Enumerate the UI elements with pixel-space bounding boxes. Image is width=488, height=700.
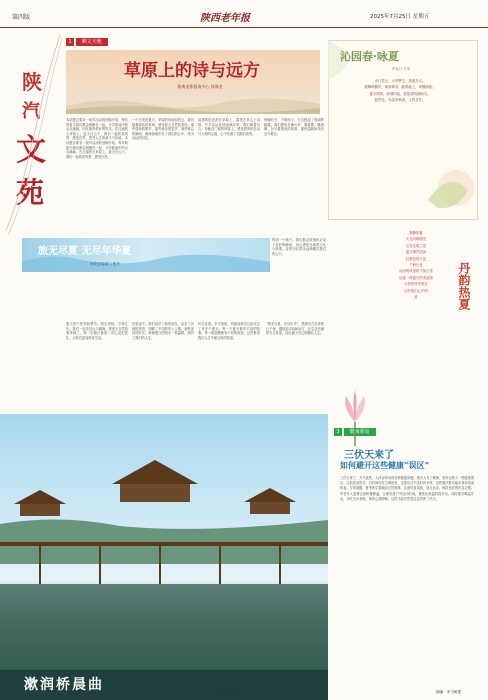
article-1-col-4: 傍晚时分，夕阳西下，天边燃起了绚丽的晚霞。我们围坐在篝火旁，唱着歌，跳着舞，分享着彼此的故事，那份温暖和快乐至今难忘。 <box>264 118 324 136</box>
callout-vertical: 丹韵热夏 <box>457 262 471 310</box>
side-poem-line: 夏日嫣然清涼 <box>405 250 427 255</box>
article-2-col-5: 每到一个地方，我们都会用相机记录下美好的瞬间，用心感受当地的文化与风情。这些回忆将永远珍藏在我们的心中。 <box>272 238 326 256</box>
side-poem <box>386 230 446 300</box>
article-2-col-4: “旅无尽夏，无尽年华”，愿我们在未来的日子里，继续追寻诗和远方，让生活充满阳光与希望，活出属于自己的精彩人生。 <box>266 322 324 336</box>
article-byline-2: 西安总装部门 张丹 <box>90 262 120 266</box>
side-poem-line: 爱 <box>414 295 418 300</box>
masthead-char: 汽 <box>22 101 40 122</box>
side-poem-line: 火热的热风里灯 <box>404 282 428 287</box>
article-1-col-1: 本站题目要求一段对活动的回顾介绍，每年的夏天我们都会相聚在一起，分享旅途中的点点滴滴，回忆那些美好的时光。在辽阔的大草原上，蓝天白云下，我们一起欣赏风景、感受自然、思考人生的意义与价值。本站题目要求一段对活动的回顾介绍，每年的夏天我们都会相聚在一起，分享旅途中的点点滴滴。在辽阔的大草原上，蓝天白云下，我们一起欣赏风景、感受自然。 <box>66 118 128 159</box>
article-byline-1: 新离退休服务中心 何海龙 <box>177 84 223 89</box>
photo-caption: 漱润桥晨曲 <box>24 677 104 693</box>
article-1-col-2: 一个完美的夏天，草原的风轻轻吹过，我们踏着绿色的草地，感受着大自然的美好。那些悠扬的歌声，那些欢乐的笑声，那些难忘的瞬间，都深深地印在了我们的心中，成为永远的回忆。 <box>132 118 194 141</box>
article-2-col-1: 夏天是个热烈的季节，阳光炽热，万物生长。我们一起走过山川湖海，感受大自然的鬼斧神工，每一次旅行都是一次心灵的洗礼，让我们更加热爱生活。 <box>66 322 128 340</box>
poem-body <box>340 78 460 104</box>
poem-line: 悠然处，尽清凉秋意，人约日长。 <box>374 98 426 103</box>
masthead-char: 苑 <box>16 176 45 209</box>
side-poem-line: 还有我们心中的 <box>404 288 428 293</box>
article-2-col-2: 在旅途中，我们结识了新的朋友，品尝了各地的美食，领略了不同的风土人情。那些美好的时光，就像夏日的阳光一样温暖，照亮了我们的人生。 <box>132 322 194 340</box>
masthead-char: 陕 <box>22 70 42 94</box>
poem-line: 赤日蒸云，火伞擎空，热浪扑人。 <box>374 79 426 83</box>
header-rule <box>0 27 488 28</box>
lotus-illustration <box>332 388 378 448</box>
article-1-col-3: 清晨的阳光洒在草原上，露珠在草尖上闪烁，牛羊在远处悠闲地吃草。我们骑着马儿，奔驰在广阔的草原上，感受着风的自由与大地的辽阔，心中充满了无限的喜悦。 <box>198 118 260 136</box>
section-bar-1 <box>66 38 320 46</box>
side-poem-line: 红黄色的火花 <box>405 256 427 261</box>
article-3-credit: 摘编：孝习敏提 <box>436 690 462 694</box>
body-text: 本站题目要求一段对活动的回顾介绍，每年的夏天我们都会相聚在一起，分享旅途中的点点滴滴，回忆那些美好的时光。在辽阔的大草原上，蓝天白云下，我们一起欣赏风景、感受自然、思考人生的意义与价值。 <box>66 118 128 141</box>
side-poem-line: 点亮光明之花 <box>405 243 427 248</box>
side-poem-line: 从西的风里的千抹日香 <box>399 269 433 274</box>
side-poem-line: 火光闪烁明光 <box>405 237 427 242</box>
poem-line: 看蝉鸣柳岸，荷香翠羽，蛙鸣池上，风拂绿波。 <box>364 85 436 90</box>
article-2-col-3: 时光荏苒，岁月如梭，转眼间我们已经走过了许多个夏天。每一个夏天都有不同的故事，每一段旅程都有不同的收获，这些都是我们人生中最宝贵的财富。 <box>198 322 260 340</box>
masthead-char: 文 <box>16 133 46 168</box>
side-poem-line: 从唐一样夏日的美丽里 <box>399 275 433 280</box>
poem-line: 夏木浓阴，炊烟四起，愈显清明朗朗天。 <box>369 91 431 96</box>
side-poem-line: 千般行化 <box>409 263 423 268</box>
issue-date: 2025年7月25日 星期五 <box>370 14 430 20</box>
section-number: 3 <box>334 428 342 436</box>
section-label: 晒文天地 <box>76 38 108 46</box>
newspaper-logo: 陕西老年报 <box>200 13 250 24</box>
article-title-2: 旅无尽夏 无尽年华夏 <box>38 246 132 257</box>
article-title-3-line1: 三伏天来了 <box>344 450 394 461</box>
article-title-1: 草原上的诗与远方 <box>124 61 260 81</box>
side-poem-line: 静静的夏 <box>409 231 423 235</box>
article-title-3-line2: 如何避开这些健康“误区” <box>340 460 430 470</box>
masthead-decoration <box>0 30 64 250</box>
section-label: 健康驿站 <box>344 428 376 436</box>
page-number: 第四版 <box>12 14 31 21</box>
poem-author: 车友门 于平 <box>392 67 411 71</box>
section-number: 1 <box>66 38 74 46</box>
photo-credit: 后勤服务部 谭永平 <box>216 690 246 694</box>
article-3-body: 三伏天来了，天气炎热，人体容易出现各种健康问题。很多人为了避暑，常常会陷入一些健康误区。比如贪凉饮冷、长时间待在空调房里、过度出汗不及时补水等，这些做法都可能对身体造成伤害。专家提醒，夏季养生要顺应自然规律，注意饮食清淡，适当运动，保持良好的作息习惯。中老年人更要注意防暑降温，合理安排户外活动时间，避免在高温时段外出。同时要多喝温开水，少吃生冷食物，保持心情舒畅，这样才能安然度过炎热的三伏天。 <box>340 476 474 501</box>
poem-title: 沁园春·咏夏 <box>340 50 399 63</box>
grassland-illustration <box>66 92 320 114</box>
bridge-illustration <box>0 414 328 700</box>
